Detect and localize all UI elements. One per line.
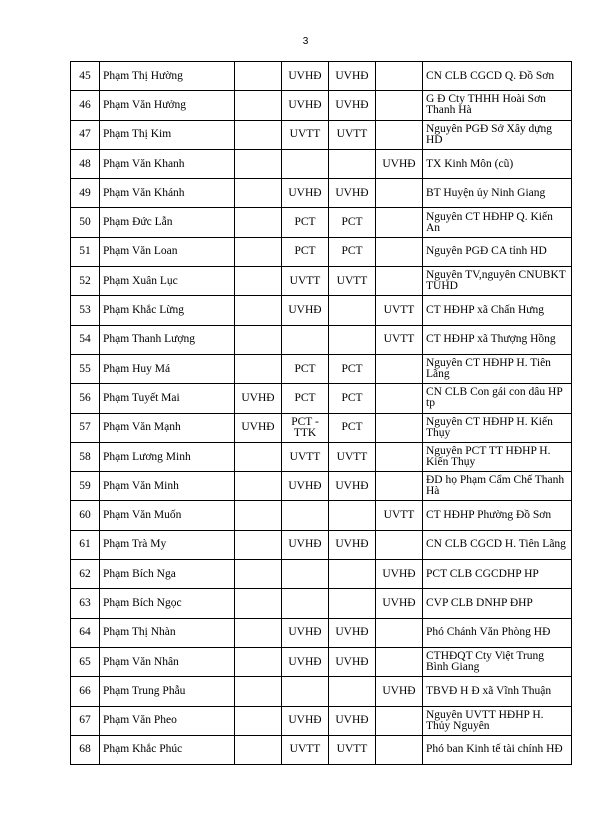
role-cell: UVHĐ (282, 179, 329, 208)
table-row (71, 618, 572, 647)
table-row (71, 120, 572, 149)
member-name: Phạm Thị Kim (100, 120, 235, 149)
member-name: Phạm Văn Loan (100, 237, 235, 266)
role-cell: UVHĐ (235, 384, 282, 413)
member-name: Phạm Khắc Phúc (100, 735, 235, 764)
row-number: 67 (71, 706, 100, 735)
role-cell: UVHĐ (329, 706, 376, 735)
position-note: Nguyên TV,nguyên CNUBKT TUHD (423, 267, 572, 296)
role-cell (282, 589, 329, 618)
role-cell: UVHĐ (282, 91, 329, 120)
role-cell: UVHĐ (282, 647, 329, 676)
role-cell: UVHĐ (329, 618, 376, 647)
role-cell: UVTT (282, 120, 329, 149)
row-number: 51 (71, 237, 100, 266)
row-number: 65 (71, 647, 100, 676)
row-number: 49 (71, 179, 100, 208)
role-cell (376, 208, 423, 237)
table-row (71, 354, 572, 383)
role-cell: PCT (282, 237, 329, 266)
member-table (70, 61, 572, 765)
role-cell: UVHĐ (282, 296, 329, 325)
role-cell (235, 472, 282, 501)
position-note: BT Huyện ủy Ninh Giang (423, 179, 572, 208)
member-name: Phạm Trung Phẫu (100, 677, 235, 706)
table-row (71, 325, 572, 354)
role-cell (235, 442, 282, 471)
role-cell (235, 62, 282, 91)
role-cell (329, 560, 376, 589)
role-cell: PCT (329, 384, 376, 413)
role-cell (282, 325, 329, 354)
page-number: 3 (302, 36, 309, 47)
role-cell: UVTT (329, 267, 376, 296)
role-cell (376, 647, 423, 676)
position-note: Nguyên PGĐ Sở Xây dựng HD (423, 120, 572, 149)
table-row (71, 501, 572, 530)
role-cell: PCT (329, 354, 376, 383)
role-cell (235, 647, 282, 676)
role-cell (329, 149, 376, 178)
role-cell (235, 501, 282, 530)
member-name: Phạm Văn Mạnh (100, 413, 235, 442)
table-row (71, 208, 572, 237)
role-cell (235, 706, 282, 735)
role-cell: UVTT (282, 735, 329, 764)
role-cell (235, 325, 282, 354)
table-row (71, 589, 572, 618)
role-cell: UVTT (376, 296, 423, 325)
role-cell (235, 354, 282, 383)
role-cell (329, 501, 376, 530)
role-cell: UVHĐ (376, 149, 423, 178)
role-cell (376, 618, 423, 647)
member-name: Phạm Xuân Lục (100, 267, 235, 296)
position-note: Nguyên PCT TT HĐHP H. Kiến Thụy (423, 442, 572, 471)
row-number: 63 (71, 589, 100, 618)
role-cell: PCT (282, 208, 329, 237)
role-cell (376, 354, 423, 383)
role-cell (235, 208, 282, 237)
row-number: 62 (71, 560, 100, 589)
role-cell: UVHĐ (282, 706, 329, 735)
role-cell (376, 384, 423, 413)
role-cell: PCT - TTK (282, 413, 329, 442)
position-note: CT HĐHP xã Chấn Hưng (423, 296, 572, 325)
member-name: Phạm Văn Hưởng (100, 91, 235, 120)
role-cell: UVTT (329, 120, 376, 149)
position-note: CT HĐHP xã Thượng Hồng (423, 325, 572, 354)
role-cell (376, 237, 423, 266)
role-cell (235, 589, 282, 618)
role-cell: UVHĐ (282, 618, 329, 647)
role-cell: PCT (329, 208, 376, 237)
row-number: 60 (71, 501, 100, 530)
role-cell (329, 296, 376, 325)
member-name: Phạm Đức Lẫn (100, 208, 235, 237)
role-cell: PCT (329, 237, 376, 266)
row-number: 48 (71, 149, 100, 178)
position-note: Nguyên CT HĐHP Q. Kiến An (423, 208, 572, 237)
role-cell (329, 677, 376, 706)
row-number: 53 (71, 296, 100, 325)
member-name: Phạm Văn Minh (100, 472, 235, 501)
role-cell: PCT (282, 384, 329, 413)
member-name: Phạm Khắc Lừng (100, 296, 235, 325)
position-note: CN CLB CGCD Q. Đồ Sơn (423, 62, 572, 91)
role-cell (235, 179, 282, 208)
role-cell: UVHĐ (376, 677, 423, 706)
role-cell (282, 560, 329, 589)
position-note: CTHĐQT Cty Việt Trung Bình Giang (423, 647, 572, 676)
row-number: 45 (71, 62, 100, 91)
table-row (71, 560, 572, 589)
member-name: Phạm Văn Pheo (100, 706, 235, 735)
table-row (71, 677, 572, 706)
role-cell: UVTT (329, 735, 376, 764)
table-row (71, 530, 572, 559)
role-cell (235, 530, 282, 559)
member-name: Phạm Trà My (100, 530, 235, 559)
role-cell: UVTT (376, 501, 423, 530)
row-number: 64 (71, 618, 100, 647)
position-note: TX Kinh Môn (cũ) (423, 149, 572, 178)
role-cell: UVHĐ (376, 589, 423, 618)
row-number: 46 (71, 91, 100, 120)
role-cell: UVTT (329, 442, 376, 471)
role-cell: UVHĐ (329, 647, 376, 676)
role-cell (235, 267, 282, 296)
role-cell (282, 149, 329, 178)
role-cell (235, 149, 282, 178)
role-cell (235, 296, 282, 325)
row-number: 55 (71, 354, 100, 383)
role-cell: UVHĐ (329, 472, 376, 501)
role-cell (376, 530, 423, 559)
position-note: CT HĐHP Phường Đồ Sơn (423, 501, 572, 530)
role-cell (235, 91, 282, 120)
role-cell (376, 179, 423, 208)
table-row (71, 442, 572, 471)
role-cell: UVTT (376, 325, 423, 354)
row-number: 68 (71, 735, 100, 764)
table-row (71, 384, 572, 413)
role-cell: PCT (282, 354, 329, 383)
member-name: Phạm Thanh Lượng (100, 325, 235, 354)
member-name: Phạm Bích Ngọc (100, 589, 235, 618)
position-note: G Đ Cty THHH Hoài Sơn Thanh Hà (423, 91, 572, 120)
position-note: CN CLB CGCD H. Tiên Lãng (423, 530, 572, 559)
role-cell (376, 413, 423, 442)
role-cell (376, 472, 423, 501)
row-number: 50 (71, 208, 100, 237)
member-name: Phạm Thị Hường (100, 62, 235, 91)
row-number: 58 (71, 442, 100, 471)
position-note: Nguyên CT HĐHP H. Tiên Lãng (423, 354, 572, 383)
position-note: Phó Chánh Văn Phòng HĐ (423, 618, 572, 647)
table-row (71, 179, 572, 208)
table-row (71, 91, 572, 120)
role-cell: UVHĐ (329, 91, 376, 120)
table-row (71, 413, 572, 442)
member-name: Phạm Tuyết Mai (100, 384, 235, 413)
table-row (71, 296, 572, 325)
role-cell (235, 560, 282, 589)
position-note: Nguyên UVTT HĐHP H. Thủy Nguyên (423, 706, 572, 735)
role-cell (282, 501, 329, 530)
member-name: Phạm Bích Nga (100, 560, 235, 589)
row-number: 56 (71, 384, 100, 413)
member-name: Phạm Văn Muốn (100, 501, 235, 530)
role-cell (376, 120, 423, 149)
role-cell (376, 62, 423, 91)
row-number: 57 (71, 413, 100, 442)
role-cell (235, 735, 282, 764)
role-cell: UVHĐ (329, 530, 376, 559)
member-name: Phạm Lương Minh (100, 442, 235, 471)
role-cell (329, 589, 376, 618)
table-row (71, 472, 572, 501)
row-number: 66 (71, 677, 100, 706)
role-cell: UVHĐ (376, 560, 423, 589)
row-number: 61 (71, 530, 100, 559)
table-row (71, 735, 572, 764)
row-number: 52 (71, 267, 100, 296)
role-cell (329, 325, 376, 354)
position-note: Phó ban Kinh tế tài chính HĐ (423, 735, 572, 764)
role-cell: UVHĐ (282, 530, 329, 559)
member-name: Phạm Văn Khanh (100, 149, 235, 178)
position-note: PCT CLB CGCDHP HP (423, 560, 572, 589)
role-cell (376, 91, 423, 120)
role-cell (376, 442, 423, 471)
table-row (71, 267, 572, 296)
table-row (71, 62, 572, 91)
position-note: Nguyên PGĐ CA tỉnh HD (423, 237, 572, 266)
role-cell: UVHĐ (282, 62, 329, 91)
table-row (71, 149, 572, 178)
member-name: Phạm Thị Nhàn (100, 618, 235, 647)
role-cell: UVHĐ (282, 472, 329, 501)
role-cell (235, 120, 282, 149)
row-number: 54 (71, 325, 100, 354)
role-cell (376, 267, 423, 296)
role-cell (376, 706, 423, 735)
row-number: 47 (71, 120, 100, 149)
role-cell: UVHĐ (235, 413, 282, 442)
member-name: Phạm Văn Nhân (100, 647, 235, 676)
member-table-body (71, 62, 572, 765)
role-cell (376, 735, 423, 764)
role-cell: UVHĐ (329, 62, 376, 91)
member-name: Phạm Văn Khánh (100, 179, 235, 208)
position-note: CN CLB Con gái con dâu HP tp (423, 384, 572, 413)
row-number: 59 (71, 472, 100, 501)
role-cell: UVHĐ (329, 179, 376, 208)
role-cell (235, 677, 282, 706)
table-row (71, 647, 572, 676)
position-note: TBVĐ H Đ xã Vĩnh Thuận (423, 677, 572, 706)
position-note: ĐD họ Phạm Cẩm Chế Thanh Hà (423, 472, 572, 501)
member-name: Phạm Huy Má (100, 354, 235, 383)
position-note: Nguyên CT HĐHP H. Kiến Thụy (423, 413, 572, 442)
role-cell (282, 677, 329, 706)
position-note: CVP CLB DNHP ĐHP (423, 589, 572, 618)
role-cell: PCT (329, 413, 376, 442)
table-row (71, 237, 572, 266)
table-row (71, 706, 572, 735)
role-cell (235, 618, 282, 647)
role-cell: UVTT (282, 267, 329, 296)
role-cell: UVTT (282, 442, 329, 471)
role-cell (235, 237, 282, 266)
